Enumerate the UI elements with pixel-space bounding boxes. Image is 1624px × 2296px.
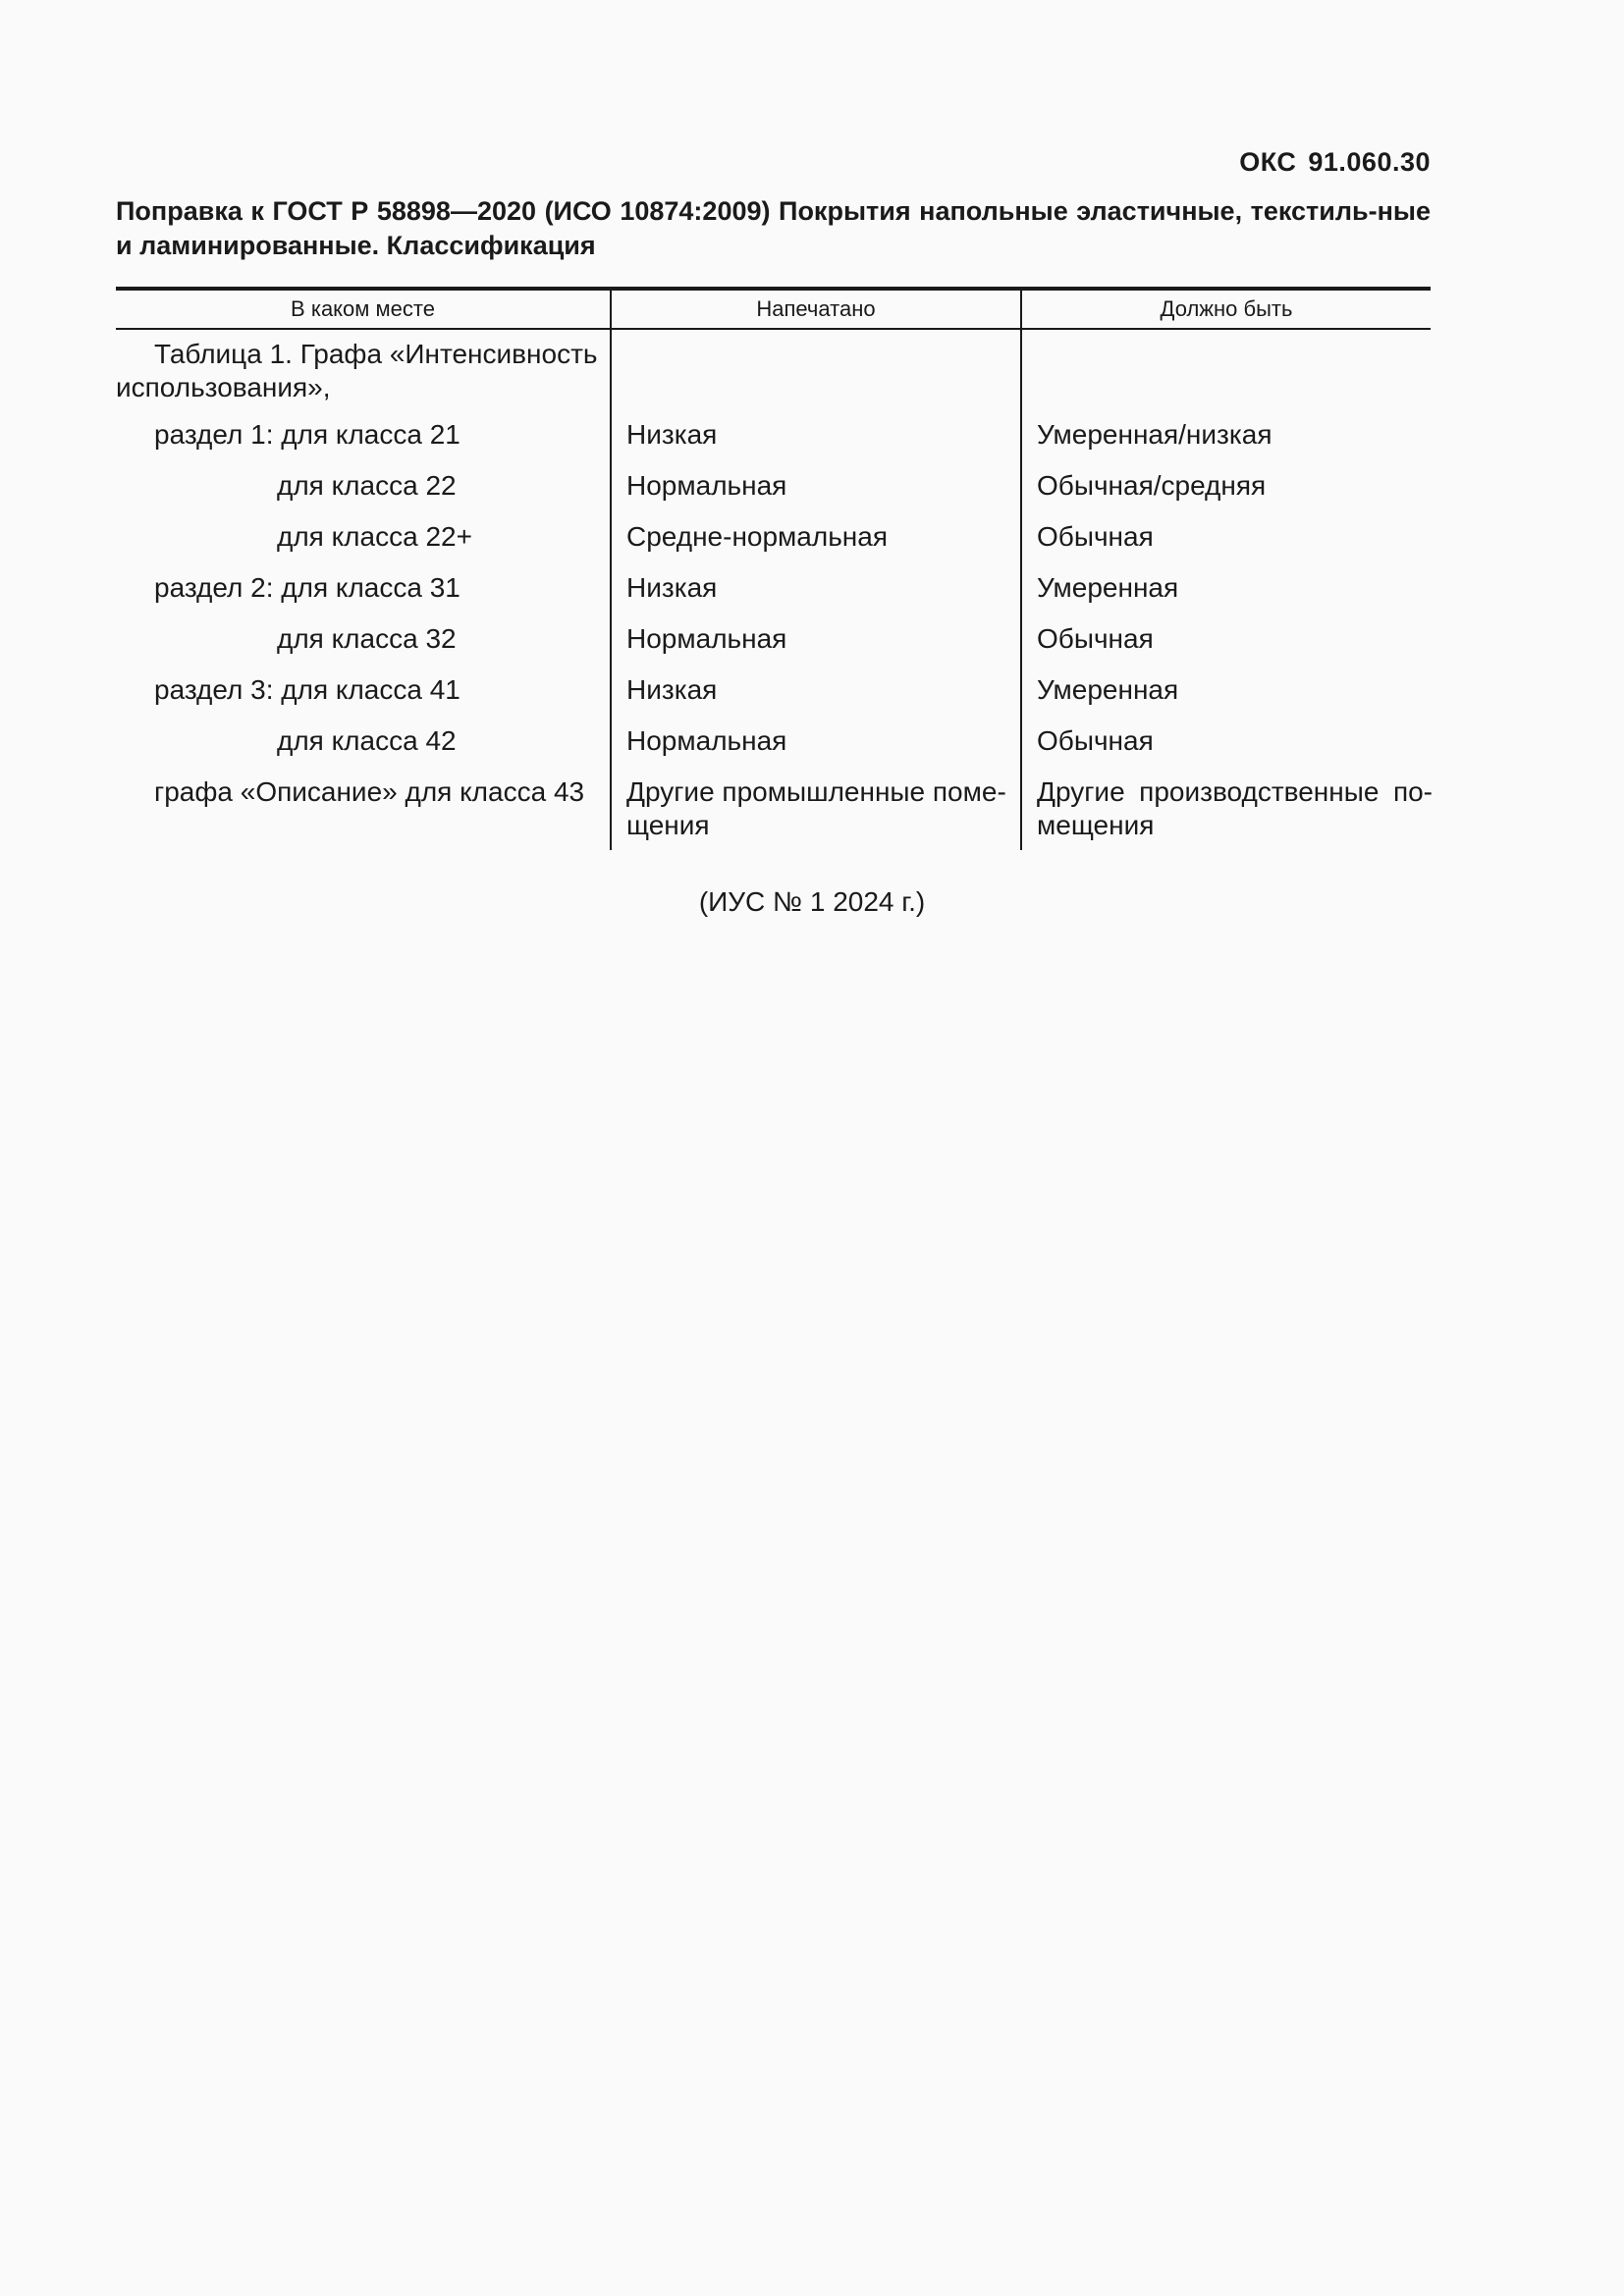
table-cell: Другие производственные по-мещения <box>1037 776 1433 840</box>
document-title: Поправка к ГОСТ Р 58898—2020 (ИСО 10874:2009) Покрытия напольные эластичные, текстиль-ные и ламинированные. Классификация <box>116 196 1431 260</box>
column-where <box>116 330 610 850</box>
table-cell: для класса 32 <box>277 623 457 654</box>
table-cell: раздел 2: для класса 31 <box>154 572 460 603</box>
header-where: В каком месте <box>291 296 435 321</box>
table-header <box>116 287 1431 330</box>
classification-code: ОКС 91.060.30 <box>1239 147 1431 177</box>
header-should-be: Должно быть <box>1020 291 1431 328</box>
table-cell: Умеренная <box>1037 674 1179 705</box>
table-cell: Обычная/средняя <box>1037 470 1267 501</box>
table-cell: Умеренная <box>1037 572 1179 603</box>
table-cell: Нормальная <box>626 470 787 501</box>
table-cell: Таблица 1. Графа «Интенсивность использования», <box>116 339 598 402</box>
header-printed: Напечатано <box>610 291 1020 328</box>
table-cell: для класса 22+ <box>277 521 472 552</box>
table-cell: для класса 42 <box>277 725 457 756</box>
table-cell: Низкая <box>626 572 718 603</box>
table-cell: Умеренная/низкая <box>1037 419 1272 450</box>
table-cell: Нормальная <box>626 623 787 654</box>
table-cell: Другие промышленные поме-щения <box>626 776 1006 840</box>
table-cell: Обычная <box>1037 725 1154 756</box>
table-cell: Низкая <box>626 674 718 705</box>
table-cell <box>1037 338 1431 418</box>
table-cell <box>626 338 1020 418</box>
table-cell: раздел 1: для класса 21 <box>154 419 460 450</box>
table-cell: для класса 22 <box>277 470 457 501</box>
table-cell: Средне-нормальная <box>626 521 888 552</box>
table-cell: Обычная <box>1037 521 1154 552</box>
correction-table <box>116 287 1431 850</box>
table-cell: раздел 3: для класса 41 <box>154 674 460 705</box>
column-should-be <box>1020 330 1431 850</box>
table-cell: Нормальная <box>626 725 787 756</box>
table-cell: Обычная <box>1037 623 1154 654</box>
column-printed <box>610 330 1020 850</box>
table-cell: Низкая <box>626 419 718 450</box>
table-body <box>116 330 1431 850</box>
publication-note: (ИУС № 1 2024 г.) <box>698 886 926 917</box>
table-cell: графа «Описание» для класса 43 <box>154 776 585 807</box>
